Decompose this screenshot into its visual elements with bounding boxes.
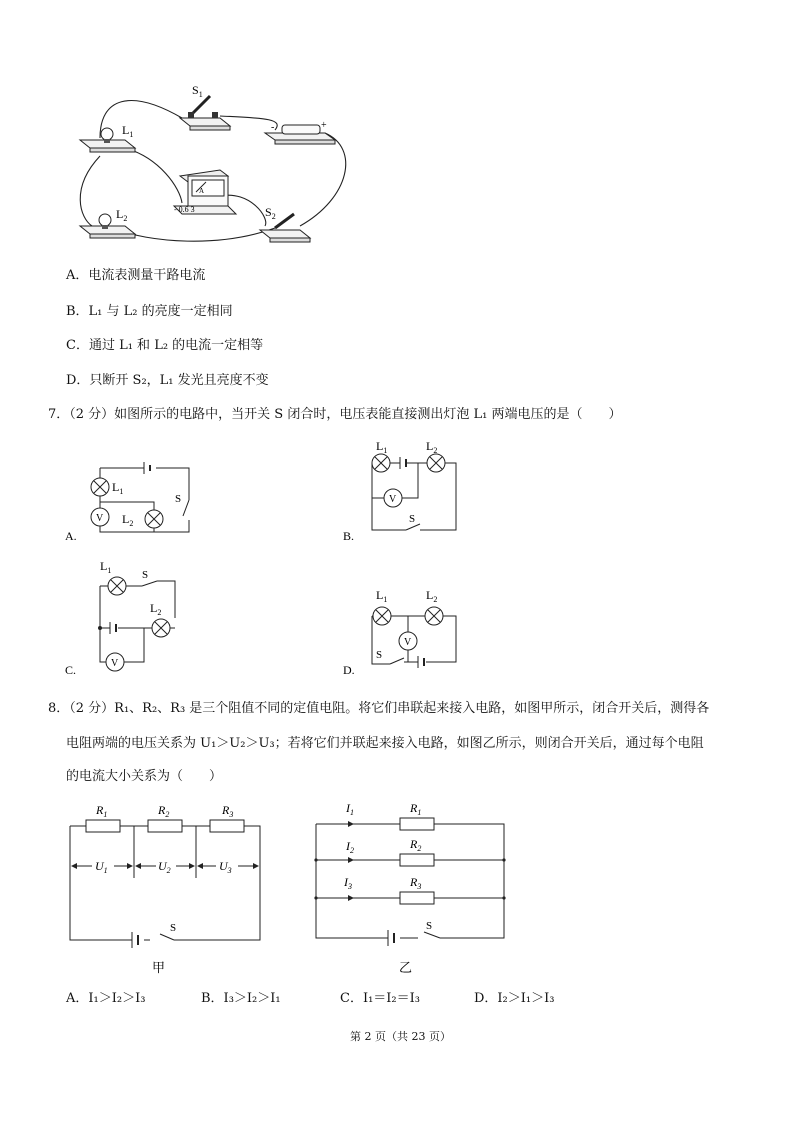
svg-text:U2: $U_2$ xyxy=(158,859,171,875)
q7-circuit-d xyxy=(340,586,470,678)
q7d-letter[interactable]: D. xyxy=(343,663,355,677)
q8-option-d[interactable]: D．I₂＞I₁＞I₃ xyxy=(474,991,555,1006)
q8-option-a[interactable]: A．I₁＞I₂＞I₃ xyxy=(66,991,146,1006)
q6-option-c[interactable]: C．通过 L₁ 和 L₂ 的电流一定相等 xyxy=(66,338,264,353)
q8-figure-jia xyxy=(62,798,272,976)
svg-text:S: S xyxy=(409,513,416,525)
svg-text:V: V xyxy=(404,637,412,648)
q8-option-b[interactable]: B．I₃＞I₂＞I₁ xyxy=(201,991,281,1006)
fig-jia-caption: 甲 xyxy=(152,960,166,975)
svg-text:S: S xyxy=(175,493,182,505)
s1-label: $S_1$ xyxy=(192,83,203,99)
s2-label: $S_2$ xyxy=(265,205,276,221)
q7-stem: 7．（2 分）如图所示的电路中，当开关 S 闭合时，电压表能直接测出灯泡 L₁ 两端电压的是（ ） xyxy=(48,407,622,422)
svg-text:U3: $U_3$ xyxy=(219,859,232,875)
svg-text:R1: $R_1$ xyxy=(410,801,422,817)
q7a-letter[interactable]: A. xyxy=(65,529,77,543)
q7a-l1-label: $L_1$ xyxy=(112,480,124,496)
q8-stem-line2: 电阻两端的电压关系为 U₁＞U₂＞U₃；若将它们并联起来接入电路，如图乙所示，则闭合开关后，通过每个电阻 xyxy=(66,736,704,751)
q6-option-d[interactable]: D．只断开 S₂，L₁ 发光且亮度不变 xyxy=(66,373,269,388)
svg-text:S: S xyxy=(426,920,433,932)
fig-yi-caption: 乙 xyxy=(399,960,413,975)
svg-text:V: V xyxy=(96,513,104,524)
q7d-l2-label: $L_2$ xyxy=(426,588,438,604)
q7b-l1-label: $L_1$ xyxy=(376,439,388,455)
svg-text:R1: $R_1$ xyxy=(96,803,108,819)
svg-text:S: S xyxy=(170,922,177,934)
svg-text:S: S xyxy=(142,569,149,581)
svg-text:R2: $R_2$ xyxy=(410,837,422,853)
q7-circuit-b xyxy=(340,438,470,544)
q7c-l1-label: $L_1$ xyxy=(100,559,112,575)
battery-plus-label: + xyxy=(321,120,327,131)
l2-label: $L_2$ xyxy=(116,207,128,223)
q8-stem-line1: 8．（2 分）R₁、R₂、R₃ 是三个阻值不同的定值电阻。将它们串联起来接入电路，如图甲所示，闭合开关后，测得各 xyxy=(48,701,710,716)
q8-figure-yi xyxy=(308,798,518,976)
svg-text:S: S xyxy=(376,649,383,661)
page-footer: 第 2 页（共 23 页） xyxy=(350,1030,451,1043)
l1-label: $L_1$ xyxy=(122,123,134,139)
ammeter-scale-label: - 0.6 3 xyxy=(174,205,195,214)
q7c-letter[interactable]: C. xyxy=(65,663,77,677)
svg-text:I2: $I_2$ xyxy=(346,839,354,855)
svg-text:R2: $R_2$ xyxy=(158,803,170,819)
svg-text:I3: $I_3$ xyxy=(344,875,352,891)
q7-circuit-c xyxy=(62,556,192,680)
svg-text:U1: $U_1$ xyxy=(95,859,108,875)
q7-circuit-a xyxy=(62,458,212,548)
battery-minus-label: - xyxy=(271,122,275,133)
q6-circuit-figure xyxy=(70,78,360,250)
q7b-letter[interactable]: B. xyxy=(343,529,355,543)
svg-text:V: V xyxy=(111,658,119,669)
q6-option-a[interactable]: A．电流表测量干路电流 xyxy=(66,268,206,283)
svg-text:I1: $I_1$ xyxy=(346,801,354,817)
svg-text:R3: $R_3$ xyxy=(222,803,234,819)
q7a-l2-label: $L_2$ xyxy=(122,512,134,528)
s1-switch-board xyxy=(180,96,230,130)
q8-stem-line3: 的电流大小关系为（ ） xyxy=(66,769,223,784)
q7c-l2-label: $L_2$ xyxy=(150,601,162,617)
q6-option-b[interactable]: B．L₁ 与 L₂ 的亮度一定相同 xyxy=(66,304,233,319)
q8-option-c[interactable]: C．I₁＝I₂＝I₃ xyxy=(340,991,420,1006)
q7b-l2-label: $L_2$ xyxy=(426,439,438,455)
svg-text:R3: $R_3$ xyxy=(410,875,422,891)
svg-text:V: V xyxy=(389,494,397,505)
ammeter-a-label: A xyxy=(199,187,205,195)
q7d-l1-label: $L_1$ xyxy=(376,588,388,604)
